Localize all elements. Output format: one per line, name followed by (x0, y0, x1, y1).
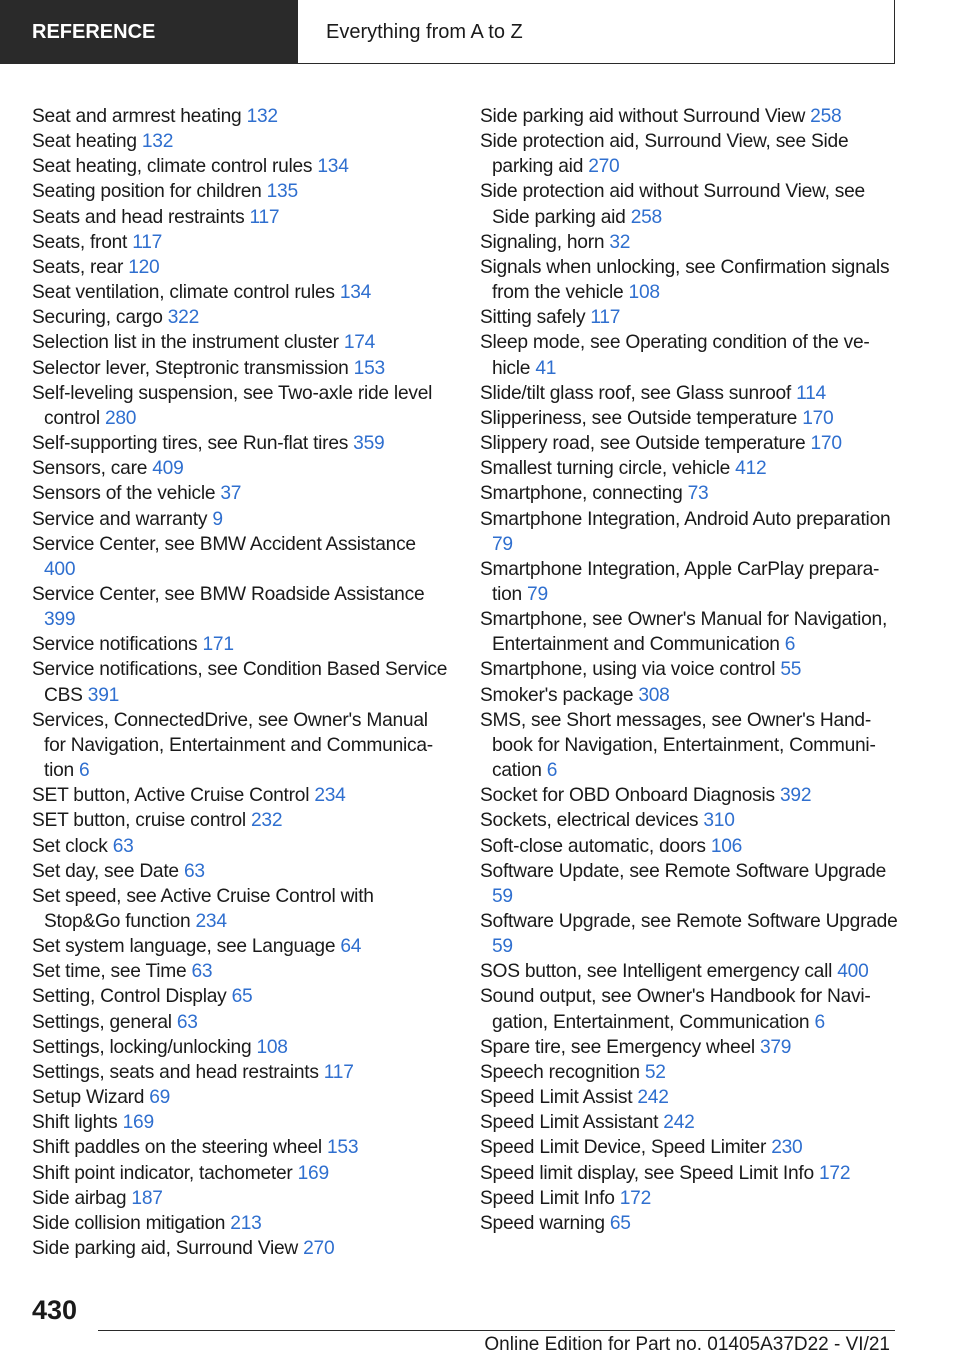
index-entry (32, 834, 452, 859)
index-entry-text: Securing, cargo (32, 307, 163, 329)
index-page-link[interactable]: 412 (735, 458, 767, 480)
index-page-link[interactable]: 120 (128, 256, 160, 278)
index-page-link[interactable]: 213 (230, 1212, 262, 1234)
index-entry (32, 179, 452, 204)
index-page-link[interactable]: 270 (588, 156, 620, 178)
index-entry (32, 230, 452, 255)
index-page-link[interactable]: 52 (644, 1061, 666, 1083)
index-entry (32, 129, 452, 154)
index-entry (32, 255, 452, 280)
index-entry-text: Signaling, horn (480, 231, 605, 253)
index-entry (32, 305, 452, 330)
index-page-link[interactable]: 63 (191, 961, 213, 983)
index-entry-text: Smartphone Integration, Android Auto preparation (480, 508, 891, 530)
index-entry (32, 154, 452, 179)
index-entry-text: Settings, general (32, 1011, 172, 1033)
index-entry-text: Sockets, electrical devices (480, 810, 699, 832)
index-entry-text: Seat and armrest heating (32, 106, 242, 127)
index-entry (32, 481, 452, 506)
index-entry-text: Side collision mitigation (32, 1212, 226, 1234)
index-entry-text: Signals when unlocking, see Confirmation signals from the vehicle (480, 256, 890, 304)
index-entry-text: Sensors of the vehicle (32, 483, 216, 505)
index-entry (480, 834, 900, 859)
index-page-link[interactable]: 6 (79, 760, 90, 782)
index-page-link[interactable]: 280 (104, 407, 137, 429)
index-page-link[interactable]: 32 (609, 231, 631, 253)
index-entry (32, 1110, 452, 1135)
index-page-link[interactable]: 134 (339, 282, 372, 304)
index-entry-text: Speech recognition (480, 1061, 640, 1083)
index-entry (480, 1035, 900, 1060)
index-entry (32, 984, 452, 1009)
index-page-link[interactable]: 172 (619, 1187, 652, 1209)
index-entry-text: Seats, rear (32, 256, 124, 278)
index-entry (480, 607, 900, 657)
index-page-link[interactable]: 400 (44, 558, 76, 580)
index-page-link[interactable]: 73 (687, 483, 709, 505)
index-page-link[interactable]: 359 (353, 433, 385, 455)
index-entry (32, 582, 452, 632)
index-page-link[interactable]: 153 (353, 357, 385, 379)
index-entry (480, 557, 900, 607)
index-page-link[interactable]: 108 (256, 1036, 288, 1058)
index-entry-text: Speed limit display, see Speed Limit Info (480, 1162, 814, 1184)
section-tab: REFERENCE (0, 0, 298, 64)
index-entry (32, 381, 452, 431)
index-entry (480, 406, 900, 431)
index-page-link[interactable]: 79 (527, 583, 548, 605)
index-column-left (32, 104, 452, 1261)
index-page-link[interactable]: 392 (779, 785, 812, 807)
index-entry-text: Service and warranty (32, 508, 208, 530)
index-entry (480, 683, 900, 708)
index-entry (480, 381, 900, 406)
index-entry (480, 456, 900, 481)
index-entry (32, 632, 452, 657)
index-entry-text: Speed warning (480, 1212, 605, 1234)
index-entry-text: Slide/tilt glass roof, see Glass sunroof (480, 382, 792, 404)
index-entry (480, 305, 900, 330)
index-entry (480, 481, 900, 506)
index-entry-text: Sitting safely (480, 307, 586, 329)
index-page-link[interactable]: 55 (780, 659, 802, 681)
index-page-link[interactable]: 59 (492, 885, 513, 907)
index-page-link[interactable]: 65 (609, 1212, 631, 1234)
footer-divider (98, 1330, 895, 1331)
index-page-link[interactable]: 59 (492, 936, 513, 958)
index-entry-text: Seating position for children (32, 181, 262, 203)
index-page-link[interactable]: 132 (141, 131, 174, 153)
index-entry-text: Settings, seats and head restraints (32, 1061, 319, 1083)
index-entry-text: Slipperiness, see Outside temperature (480, 407, 798, 429)
index-page-link[interactable]: 63 (183, 860, 205, 882)
index-page-link[interactable]: 172 (818, 1162, 851, 1184)
index-entry-text: Seat ventilation, climate control rules (32, 282, 335, 304)
index-entry (480, 984, 900, 1034)
index-page-link[interactable]: 117 (249, 206, 280, 228)
index-page-link[interactable]: 399 (44, 609, 76, 631)
index-entry (480, 1186, 900, 1211)
index-entry-text: Side parking aid, Surround View (32, 1238, 299, 1260)
index-entry-text: Smartphone, connecting (480, 483, 683, 505)
header-title: Everything from A to Z (326, 21, 523, 43)
index-entry (480, 431, 900, 456)
index-entry (480, 179, 900, 229)
index-entry-text: Sensors, care (32, 458, 148, 480)
index-entry-text: Software Update, see Remote Software Upgrade (480, 860, 887, 882)
index-page-link[interactable]: 117 (323, 1061, 354, 1083)
index-entry-text: Side protection aid without Surround View, see Side parking aid (480, 181, 865, 228)
index-page-link[interactable]: 232 (251, 810, 283, 832)
index-entry-text: Software Upgrade, see Remote Software Upgrade (480, 911, 898, 932)
index-page-link[interactable]: 258 (810, 106, 842, 127)
index-entry (32, 959, 452, 984)
index-page-link[interactable]: 270 (303, 1238, 335, 1260)
index-page-link[interactable]: 6 (784, 634, 796, 656)
index-page-link[interactable]: 63 (176, 1011, 198, 1033)
index-entry-text: Set speed, see Active Cruise Control with Stop&Go function (32, 885, 374, 932)
index-entry-text: Set system language, see Language (32, 936, 336, 958)
index-page-link[interactable]: 37 (220, 483, 242, 505)
index-entry-text: Smallest turning circle, vehicle (480, 458, 731, 480)
index-page-link[interactable]: 187 (131, 1187, 163, 1209)
index-entry-text: Side protection aid, Surround View, see Side parking aid (480, 131, 849, 178)
index-page-link[interactable]: 63 (112, 835, 134, 857)
index-entry (32, 708, 452, 783)
index-entry-text: SMS, see Short messages, see Owner's Handbook for Navigation, Entertainment, Communication (480, 709, 876, 782)
index-page-link[interactable]: 170 (802, 407, 834, 429)
index-page-link[interactable]: 114 (796, 382, 826, 404)
index-entry (32, 859, 452, 884)
index-entry-text: Service Center, see BMW Roadside Assistance (32, 583, 425, 605)
index-entry-text: Shift lights (32, 1112, 118, 1134)
index-page-link[interactable]: 242 (663, 1112, 695, 1134)
index-entry (32, 1035, 452, 1060)
index-entry-text: Sound output, see Owner's Handbook for Navigation, Entertainment, Communication (480, 986, 871, 1033)
page-number: 430 (32, 1295, 78, 1325)
index-entry (32, 1060, 452, 1085)
index-page-link[interactable]: 234 (314, 785, 346, 807)
index-entry-text: SET button, cruise control (32, 810, 246, 832)
index-entry (480, 1135, 900, 1160)
index-entry (32, 1085, 452, 1110)
index-entry-text: Soft-close automatic, doors (480, 835, 706, 857)
index-entry-text: Speed Limit Info (480, 1187, 615, 1209)
index-entry (480, 1060, 900, 1085)
index-entry-text: Self-leveling suspension, see Two-axle ride level control (32, 382, 433, 429)
index-entry-text: Set day, see Date (32, 860, 179, 882)
index-entry (32, 884, 452, 934)
index-entry-text: Spare tire, see Emergency wheel (480, 1036, 755, 1058)
index-entry (480, 1211, 900, 1236)
index-entry (32, 104, 452, 129)
index-entry (32, 507, 452, 532)
index-entry-text: Sleep mode, see Operating condition of the vehicle (480, 332, 870, 379)
index-entry (480, 507, 900, 557)
index-entry-text: SET button, Active Cruise Control (32, 785, 310, 807)
index-page-link[interactable]: 258 (630, 206, 662, 228)
index-entry (480, 657, 900, 682)
index-entry (32, 1211, 452, 1236)
index-entry (32, 783, 452, 808)
index-entry-text: Socket for OBD Onboard Diagnosis (480, 785, 775, 807)
footer-edition: Online Edition for Part no. 01405A37D22 - VI/21 (484, 1334, 890, 1355)
index-page-link[interactable]: 132 (246, 106, 278, 127)
index-entry (32, 1161, 452, 1186)
index-entry-text: Services, ConnectedDrive, see Owner's Manual for Navigation, Entertainment and Communication (32, 709, 434, 782)
index-entry (480, 859, 900, 909)
index-entry (32, 1186, 452, 1211)
index-page-link[interactable]: 310 (703, 810, 735, 832)
index-page-link[interactable]: 6 (546, 760, 558, 782)
index-page-link[interactable]: 153 (327, 1137, 359, 1159)
index-entry (32, 431, 452, 456)
index-entry-text: Smartphone, using via voice control (480, 659, 776, 681)
index-entry (32, 1236, 452, 1261)
index-page-link[interactable]: 391 (87, 684, 120, 706)
index-entry-text: Speed Limit Assist (480, 1087, 633, 1109)
index-entry (480, 959, 900, 984)
index-entry (32, 356, 452, 381)
index-page-link[interactable]: 64 (340, 936, 362, 958)
index-entry (32, 1010, 452, 1035)
index-entry-text: Speed Limit Device, Speed Limiter (480, 1137, 767, 1159)
index-entry (480, 330, 900, 380)
index-entry-text: Seats and head restraints (32, 206, 245, 228)
index-entry-text: Service notifications, see Condition Based Service CBS (32, 659, 448, 706)
index-page-link[interactable]: 117 (590, 307, 621, 329)
index-page-link[interactable]: 322 (167, 307, 199, 329)
index-page-link[interactable]: 65 (231, 986, 253, 1008)
index-page-link[interactable]: 169 (122, 1112, 154, 1134)
index-entry (480, 104, 900, 129)
index-page-link[interactable]: 106 (710, 835, 743, 857)
index-page-link[interactable]: 242 (637, 1087, 669, 1109)
index-entry-text: Settings, locking/unlocking (32, 1036, 252, 1058)
index-entry (480, 783, 900, 808)
index-entry (480, 129, 900, 179)
index-entry (32, 808, 452, 833)
index-entry-text: Service notifications (32, 634, 198, 656)
index-entry (32, 456, 452, 481)
index-entry (480, 1161, 900, 1186)
index-page-link[interactable]: 79 (492, 533, 513, 555)
index-entry (32, 532, 452, 582)
index-entry (480, 255, 900, 305)
index-page-link[interactable]: 117 (132, 231, 163, 253)
index-entry-text: Service Center, see BMW Accident Assistance (32, 533, 416, 555)
index-entry (480, 1110, 900, 1135)
index-entry (480, 230, 900, 255)
index-entry-text: Self-supporting tires, see Run-flat tires (32, 433, 349, 455)
index-page-link[interactable]: 9 (212, 508, 223, 530)
index-page-link[interactable]: 69 (149, 1087, 171, 1109)
index-page-link[interactable]: 174 (343, 332, 376, 354)
index-page-link[interactable]: 41 (535, 357, 557, 379)
index-page-link[interactable]: 409 (152, 458, 184, 480)
index-entry-text: Set time, see Time (32, 961, 187, 983)
index-entry-text: Selection list in the instrument cluster (32, 332, 339, 354)
index-entry (480, 1085, 900, 1110)
index-page-link[interactable]: 135 (266, 181, 298, 203)
index-page-link[interactable]: 234 (195, 911, 227, 932)
index-page-link[interactable]: 134 (317, 156, 349, 178)
index-entry-text: Seat heating (32, 131, 137, 153)
index-page-link[interactable]: 379 (759, 1036, 792, 1058)
index-page-link[interactable]: 400 (837, 961, 869, 983)
index-entry-text: Seats, front (32, 231, 128, 253)
index-entry (32, 1135, 452, 1160)
index-entry-text: Shift paddles on the steering wheel (32, 1137, 322, 1159)
index-page-link[interactable]: 171 (202, 634, 234, 656)
index-entry-text: Setup Wizard (32, 1087, 145, 1109)
index-column-right (480, 104, 900, 1236)
index-page-link[interactable]: 170 (810, 433, 842, 455)
index-entry-text: Seat heating, climate control rules (32, 156, 313, 178)
index-page-link[interactable]: 108 (628, 282, 660, 304)
index-entry-text: Smoker's package (480, 684, 634, 706)
index-entry-text: Smartphone Integration, Apple CarPlay preparation (480, 558, 880, 605)
index-entry (32, 280, 452, 305)
index-page-link[interactable]: 6 (814, 1011, 825, 1033)
index-entry-text: Set clock (32, 835, 108, 857)
index-entry (32, 205, 452, 230)
index-entry-text: Setting, Control Display (32, 986, 227, 1008)
index-entry (32, 330, 452, 355)
index-entry (32, 934, 452, 959)
index-entry-text: Slippery road, see Outside temperature (480, 433, 806, 455)
index-entry-text: SOS button, see Intelligent emergency call (480, 961, 833, 983)
index-entry (32, 657, 452, 707)
index-page-link[interactable]: 230 (771, 1137, 803, 1159)
page-header (0, 0, 895, 64)
index-entry-text: Smartphone, see Owner's Manual for Navigation, Entertainment and Communication (480, 609, 888, 656)
index-entry (480, 808, 900, 833)
index-page-link[interactable]: 308 (638, 684, 670, 706)
index-entry (480, 708, 900, 783)
index-entry-text: Speed Limit Assistant (480, 1112, 659, 1134)
index-entry-text: Shift point indicator, tachometer (32, 1162, 293, 1184)
index-page-link[interactable]: 169 (297, 1162, 329, 1184)
index-entry (480, 909, 900, 959)
index-entry-text: Selector lever, Steptronic transmission (32, 357, 349, 379)
index-entry-text: Side parking aid without Surround View (480, 106, 806, 127)
index-entry-text: Side airbag (32, 1187, 127, 1209)
